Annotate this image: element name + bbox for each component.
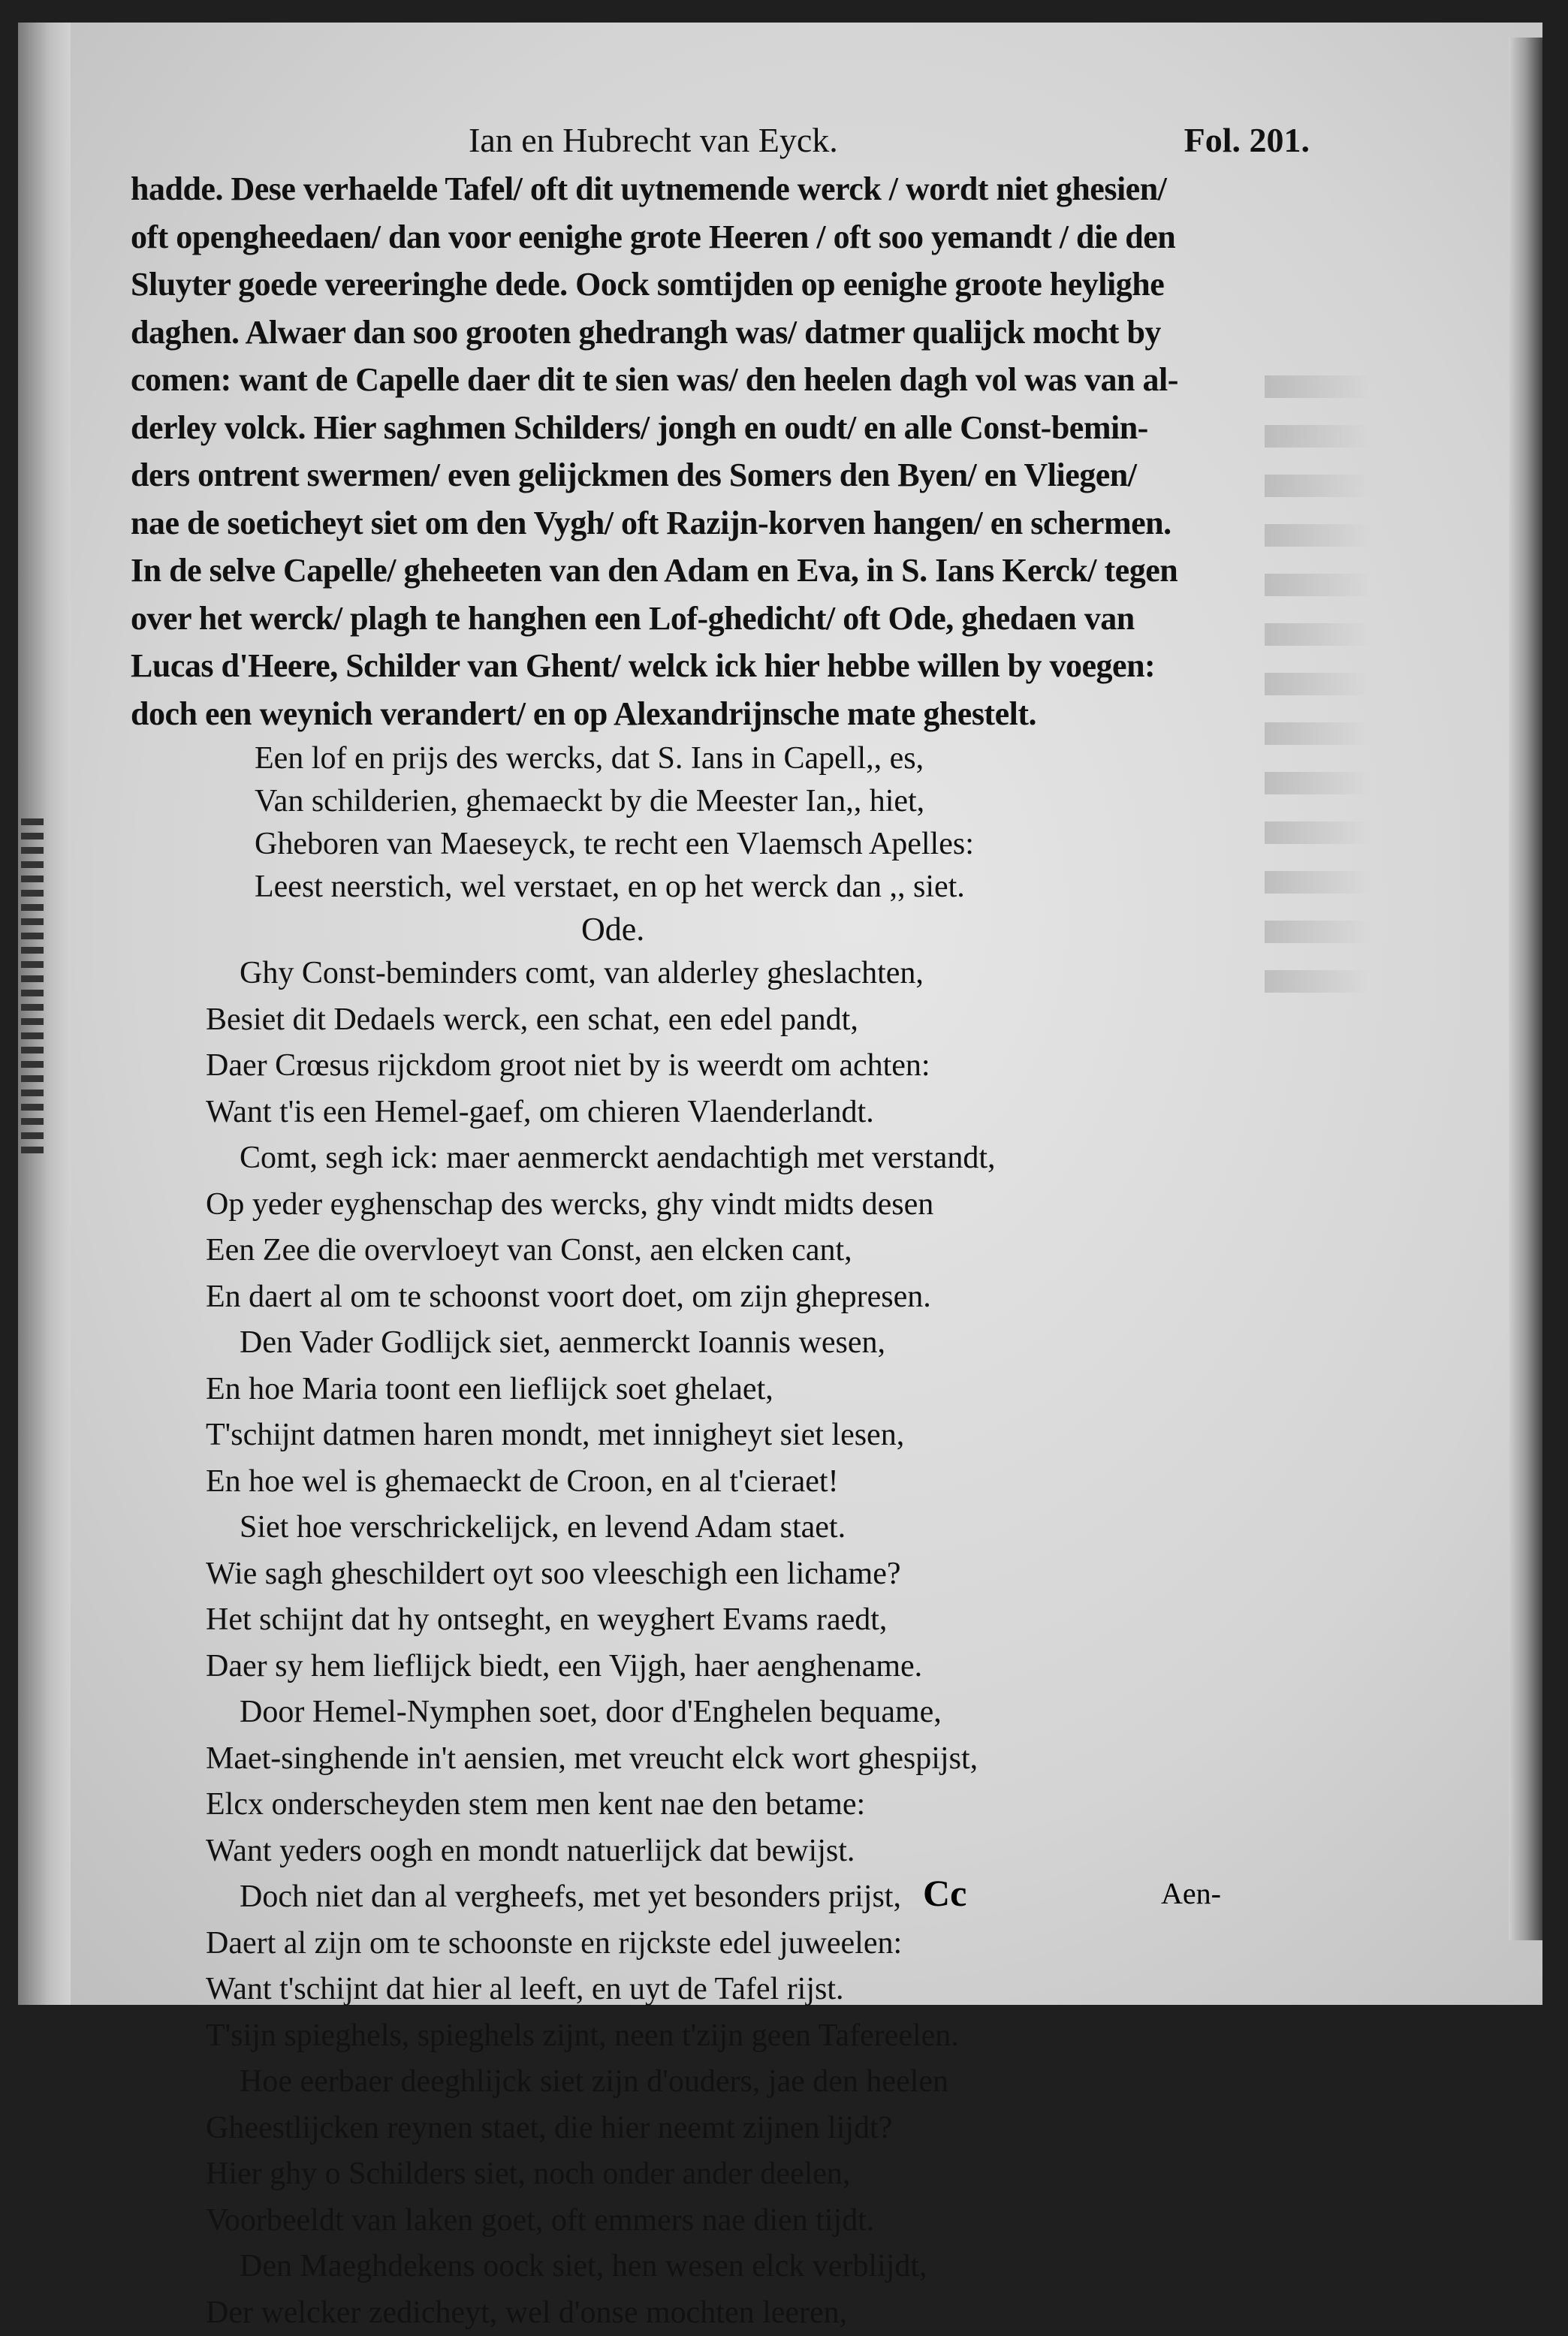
folio-number: Fol. 201.	[1184, 120, 1310, 160]
spine-text-fragments	[21, 811, 44, 1201]
prose-line: hadde. Dese verhaelde Tafel/ oft dit uytnemende werck / wordt niet ghesien/	[131, 165, 1272, 213]
prose-paragraph	[131, 165, 1272, 737]
signature-mark: Cc	[923, 1871, 966, 1915]
show-through-text	[1265, 375, 1370, 1051]
ode-line: Den Vader Godlijck siet, aenmerckt Ioannis wesen,	[131, 1320, 1272, 1367]
ode-line: Gheestlijcken reynen staet, die hier neemt zijnen lijdt?	[131, 2105, 1272, 2152]
ode-line: Op yeder eyghenschap des wercks, ghy vindt midts desen	[131, 1182, 1272, 1228]
ode-line: Daert al zijn om te schoonste en rijckste edel juweelen:	[131, 1921, 1272, 1967]
ode-poem	[131, 951, 1272, 2336]
prose-line: nae de soeticheyt siet om den Vygh/ oft Razijn-korven hangen/ en schermen.	[131, 499, 1272, 547]
ode-line: Voorbeeldt van laken goet, oft emmers nae dien tijdt.	[131, 2198, 1272, 2244]
ode-line: Ghy Const-beminders comt, van alderley gheslachten,	[131, 951, 1272, 997]
ode-line: Der welcker zedicheyt, wel d'onse mochten leeren,	[131, 2290, 1272, 2336]
ode-line: T'sijn spieghels, spieghels zijnt, neen t'zijn geen Tafereelen.	[131, 2013, 1272, 2060]
ode-line: Doch niet dan al vergheefs, met yet besonders prijst,	[131, 1874, 1272, 1921]
page-text	[131, 113, 1272, 2336]
ode-line: Hier ghy o Schilders siet, noch onder ander deelen,	[131, 2151, 1272, 2198]
ode-line: Wie sagh gheschildert oyt soo vleeschigh een lichame?	[131, 1551, 1272, 1598]
ode-line: Het schijnt dat hy ontseght, en weyghert Evams raedt,	[131, 1597, 1272, 1644]
prose-line: ders ontrent swermen/ even gelijckmen des Somers den Byen/ en Vliegen/	[131, 451, 1272, 499]
verse-line: Gheboren van Maeseyck, te recht een Vlaemsch Apelles:	[131, 823, 1272, 866]
prose-line: doch een weynich verandert/ en op Alexandrijnsche mate ghestelt.	[131, 690, 1272, 738]
intro-verse	[131, 737, 1272, 909]
prose-line: over het werck/ plagh te hanghen een Lof-ghedicht/ oft Ode, ghedaen van	[131, 595, 1272, 643]
ode-line: Want t'is een Hemel-gaef, om chieren Vlaenderlandt.	[131, 1090, 1272, 1136]
left-binding-edge	[18, 23, 71, 2005]
ode-line: Den Maeghdekens oock siet, hen wesen elck verblijdt,	[131, 2244, 1272, 2290]
ode-line: En hoe wel is ghemaeckt de Croon, en al t'cieraet!	[131, 1459, 1272, 1506]
right-page-edge	[1509, 38, 1542, 1940]
ode-line: En daert al om te schoonst voort doet, om zijn ghepresen.	[131, 1274, 1272, 1321]
prose-line: In de selve Capelle/ gheheeten van den Adam en Eva, in S. Ians Kerck/ tegen	[131, 547, 1272, 595]
ode-line: Door Hemel-Nymphen soet, door d'Enghelen bequame,	[131, 1689, 1272, 1736]
prose-line: Sluyter goede vereeringhe dede. Oock somtijden op eenighe groote heylighe	[131, 261, 1272, 309]
prose-line: Lucas d'Heere, Schilder van Ghent/ welck ick hier hebbe willen by voegen:	[131, 642, 1272, 690]
catchword: Aen-	[1161, 1876, 1221, 1911]
prose-line: derley volck. Hier saghmen Schilders/ jongh en oudt/ en alle Const-bemin-	[131, 404, 1272, 452]
ode-line: Besiet dit Dedaels werck, een schat, een edel pandt,	[131, 997, 1272, 1044]
verse-line: Een lof en prijs des wercks, dat S. Ians in Capell,, es,	[131, 737, 1272, 780]
ode-line: Comt, segh ick: maer aenmerckt aendachtigh met verstandt,	[131, 1135, 1272, 1182]
ode-line: En hoe Maria toont een lieflijck soet ghelaet,	[131, 1367, 1272, 1413]
ode-line: Elcx onderscheyden stem men kent nae den betame:	[131, 1782, 1272, 1828]
ode-line: T'schijnt datmen haren mondt, met innigheyt siet lesen,	[131, 1412, 1272, 1459]
ode-line: Hoe eerbaer deeghlijck siet zijn d'ouders, jae den heelen	[131, 2059, 1272, 2105]
prose-line: oft opengheedaen/ dan voor eenighe grote Heeren / oft soo yemandt / die den	[131, 213, 1272, 261]
ode-line: Want yeders oogh en mondt natuerlijck dat bewijst.	[131, 1828, 1272, 1875]
ode-line: Want t'schijnt dat hier al leeft, en uyt de Tafel rijst.	[131, 1967, 1272, 2013]
ode-line: Een Zee die overvloeyt van Const, aen elcken cant,	[131, 1228, 1272, 1274]
verse-line: Van schilderien, ghemaeckt by die Meester Ian,, hiet,	[131, 780, 1272, 823]
verse-line: Leest neerstich, wel verstaet, en op het werck dan ,, siet.	[131, 866, 1272, 909]
ode-line: Siet hoe verschrickelijck, en levend Adam staet.	[131, 1505, 1272, 1551]
page-footer	[131, 1871, 1482, 1916]
ode-title: Ode.	[131, 909, 1272, 951]
prose-line: daghen. Alwaer dan soo grooten ghedrangh was/ datmer qualijck mocht by	[131, 309, 1272, 357]
ode-line: Daer Crœsus rijckdom groot niet by is weerdt om achten:	[131, 1043, 1272, 1090]
book-page	[18, 23, 1542, 2005]
ode-line: Maet-singhende in't aensien, met vreucht elck wort ghespijst,	[131, 1736, 1272, 1783]
running-title: Ian en Hubrecht van Eyck.	[469, 120, 838, 160]
prose-line: comen: want de Capelle daer dit te sien was/ den heelen dagh vol was van al-	[131, 356, 1272, 404]
page-header	[131, 113, 1272, 165]
ode-line: Daer sy hem lieflijck biedt, een Vijgh, haer aenghename.	[131, 1644, 1272, 1690]
